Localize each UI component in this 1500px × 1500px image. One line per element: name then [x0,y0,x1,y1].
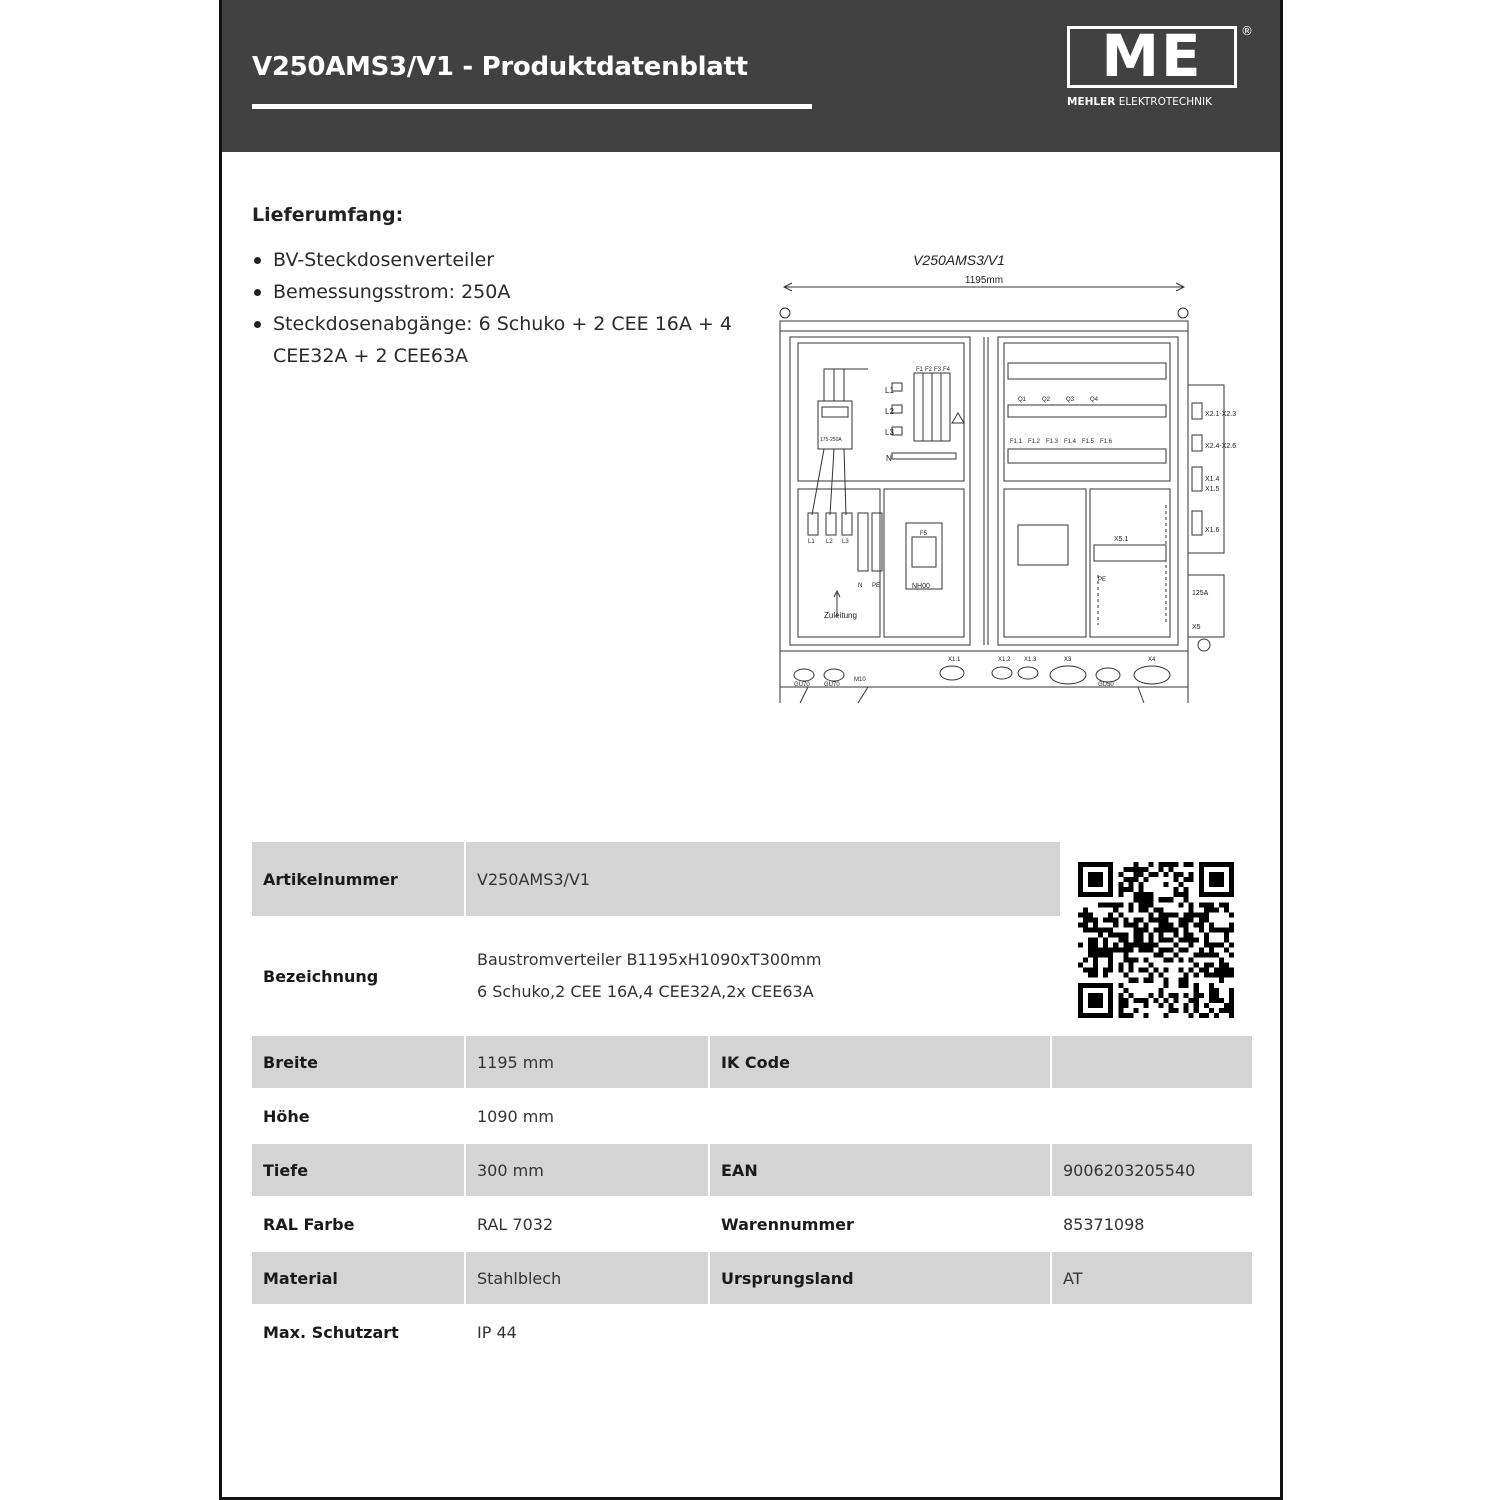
right-upper-panel [1004,343,1170,481]
spec-value: 1195 mm [466,1036,708,1088]
q-label: Q2 [1042,397,1051,403]
spec-label: Material [252,1252,464,1304]
gland-label: M10 [854,677,866,683]
left-lower-panel-b [884,489,964,637]
right-cabinet [998,337,1178,645]
brand-logo [1067,22,1253,114]
f1-label: F1.4 [1064,439,1077,445]
breaker-rail-q [1008,405,1166,417]
gland-label: X3 [1064,657,1072,663]
side-label: 125A [1192,590,1209,597]
gland-label: X1.2 [998,657,1011,663]
spec-label: Höhe [263,1106,310,1126]
f1-label: F1.6 [1100,439,1113,445]
feed-cable-l2 [830,449,834,515]
pe-label: PE [1098,577,1107,583]
spec-value: 85371098 [1063,1214,1145,1234]
warning-triangle [952,413,964,423]
spec-value: IP 44 [477,1322,517,1342]
spec-label: EAN [710,1144,1050,1196]
rcd-block [1018,525,1068,565]
lifting-eye-left [780,308,790,318]
phase-label-l1: L1 [885,386,894,395]
neutral-bar [892,453,956,459]
datasheet-page [219,0,1283,1500]
gland-label: GU70 [794,682,810,688]
spec-value: V250AMS3/V1 [466,842,1060,916]
f1-label: F1.3 [1046,439,1059,445]
title-underline [252,104,812,109]
terminal-label: L1 [808,539,815,545]
support-foot [800,687,808,703]
terminal-label: PE [872,583,881,589]
spec-row-material [252,1252,1252,1304]
header-bar [222,0,1280,152]
feed-cable-l1 [812,449,824,515]
terminal-strip-x5-1 [1094,545,1166,561]
f1-label: F1.1 [1010,439,1023,445]
spec-row-width [252,1036,1252,1088]
breaker-rating: 175-250A [820,437,842,443]
logo-subtitle [1067,96,1212,108]
spec-value: AT [1052,1252,1252,1304]
spec-label: Bezeichnung [263,966,379,986]
f1-label: F1.2 [1028,439,1041,445]
page-title: V250AMS3/V1 - Produktdatenblatt [252,52,748,82]
spec-value [1052,1036,1252,1088]
side-label: X2.1-X2.3 [1205,411,1237,418]
gland-label: GU70 [824,682,840,688]
side-label: X1.5 [1205,486,1220,493]
fuse-label: F4 [943,367,951,373]
scope-heading: Lieferumfang: [252,204,404,226]
spec-label: Breite [252,1036,464,1088]
right-lower-panel-b [1090,489,1170,637]
qr-code [1078,862,1234,1018]
spec-value: 300 mm [466,1144,708,1196]
spec-label: Ursprungsland [710,1252,1050,1304]
logo-division: ELEKTROTECHNIK [1118,96,1212,108]
terminal-label: L2 [826,539,833,545]
fuse-label: F2 [925,367,933,373]
technical-drawing [772,245,1272,715]
side-label: X5 [1192,624,1201,631]
spec-label: Artikelnummer [252,842,464,916]
feed-label: Zuleitung [824,611,857,620]
spec-value: 1090 mm [477,1106,554,1126]
spec-label: Tiefe [252,1144,464,1196]
spec-row-ral [252,1198,1252,1250]
fuse-label: F1 [916,367,924,373]
top-rail [780,321,1188,331]
terminal-label: L3 [842,539,849,545]
spec-label: Warennummer [721,1214,854,1234]
cable-l1 [824,369,868,401]
phase-label-l2: L2 [885,407,894,416]
right-lower-panel-a [1004,489,1086,637]
q-label: Q3 [1066,397,1075,403]
spec-row-depth [252,1144,1252,1196]
q-label: Q4 [1090,397,1099,403]
nh00-label: NH00 [912,583,930,590]
feed-cable-l3 [844,449,846,515]
x5-1-label: X5.1 [1114,536,1129,543]
spec-value: 9006203205540 [1052,1144,1252,1196]
q-label: Q1 [1018,397,1027,403]
gland-plate [780,651,1188,687]
spec-row-height [252,1090,1252,1142]
scope-item: BV-Steckdosenverteiler [252,244,752,276]
phase-label-l3: L3 [885,428,894,437]
drawing-title: V250AMS3/V1 [913,252,1005,268]
spec-row-protection [252,1306,1252,1358]
left-upper-panel [798,343,964,481]
right-label-strip [1008,363,1166,379]
fuse-label: F3 [934,367,942,373]
scope-item: Steckdosenabgänge: 6 Schuko + 2 CEE 16A + 4 CEE32A + 2 CEE63A [252,308,752,372]
gland-label: GU50 [1098,682,1114,688]
neutral-label: N [886,454,892,463]
spec-value: RAL 7032 [477,1214,554,1234]
scope-item: Bemessungsstrom: 250A [252,276,752,308]
spec-label: Max. Schutzart [263,1322,399,1342]
side-label: X1.6 [1205,527,1220,534]
lifting-eye-right [1178,308,1188,318]
designation-line: Baustromverteiler B1195xH1090xT300mm [477,950,822,969]
spec-value [466,918,1060,1034]
logo-letters: ME [1101,22,1203,90]
gland-label: X1.1 [948,657,961,663]
spec-value: Stahlblech [466,1252,708,1304]
logo-registered-mark: ® [1241,24,1253,38]
designation-line: 6 Schuko,2 CEE 16A,4 CEE32A,2x CEE63A [477,982,814,1001]
f5-label: F5 [920,531,928,537]
spec-label: IK Code [710,1036,1050,1088]
gland-label: X1.3 [1024,657,1037,663]
drawing-width-label: 1195mm [964,275,1004,286]
scope-list [252,244,752,372]
f1-label: F1.5 [1082,439,1095,445]
breaker-rail-f1 [1008,449,1166,463]
gland-label: X4 [1148,657,1156,663]
side-label: X1.4 [1205,476,1220,483]
spec-label: RAL Farbe [263,1214,355,1234]
terminal-label: N [858,583,863,589]
logo-brand: MEHLER [1067,96,1116,108]
side-label: X2.4-X2.6 [1205,443,1237,450]
